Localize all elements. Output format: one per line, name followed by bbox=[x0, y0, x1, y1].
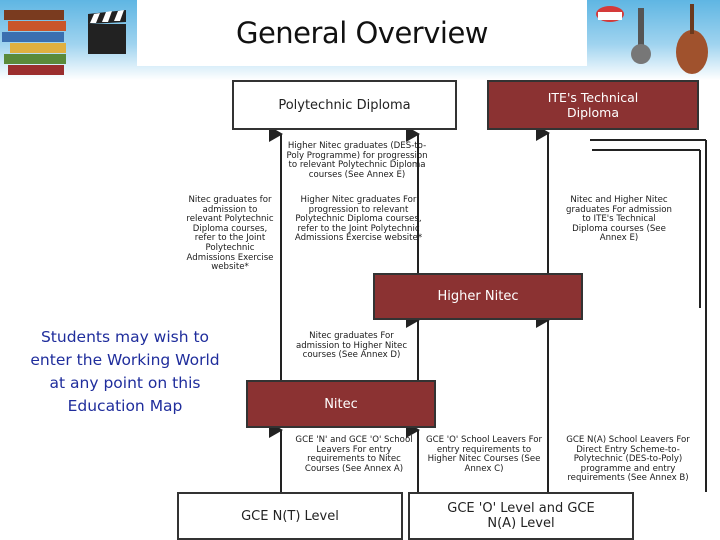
note-to-ite-diploma: Nitec and Higher Nitec graduates For admission to ITE's Technical Diploma courses (See Annex E) bbox=[566, 195, 672, 244]
working-world-note: Students may wish to enter the Working World at any point on this Education Map bbox=[30, 328, 220, 415]
nitec-box: Nitec bbox=[246, 380, 436, 428]
page-title: General Overview bbox=[235, 16, 489, 50]
gce-o-na-level-box: GCE 'O' Level and GCE N(A) Level bbox=[408, 492, 634, 540]
note-o-to-higher-nitec: GCE 'O' School Leavers For entry requirements to Higher Nitec Courses (See Annex C) bbox=[425, 435, 543, 474]
note-nitec-to-higher-nitec: Nitec graduates For admission to Higher Nitec courses (See Annex D) bbox=[295, 331, 408, 361]
ite-technical-diploma-box: ITE's Technical Diploma bbox=[487, 80, 699, 130]
higher-nitec-box: Higher Nitec bbox=[373, 273, 583, 320]
note-nitec-to-poly: Nitec graduates for admission to relevant Polytechnic Diploma courses, refer to the Joint Polytechnic Admissions Exercise website* bbox=[186, 195, 274, 273]
gce-nt-level-box: GCE N(T) Level bbox=[177, 492, 403, 540]
polytechnic-diploma-box: Polytechnic Diploma bbox=[232, 80, 457, 130]
note-higher-nitec-des-to-poly: Higher Nitec graduates (DES-to-Poly Programme) for progression to relevant Polytechnic Diploma courses (See Annex E) bbox=[286, 141, 428, 180]
note-gce-to-nitec: GCE 'N' and GCE 'O' School Leavers For entry requirements to Nitec Courses (See Annex A) bbox=[295, 435, 413, 474]
note-na-to-poly: GCE N(A) School Leavers For Direct Entry Scheme-to-Polytechnic (DES-to-Poly) programme and entry requirements (See Annex B) bbox=[566, 435, 690, 484]
note-higher-nitec-to-poly: Higher Nitec graduates For progression to relevant Polytechnic Diploma courses, refer to the Joint Polytechnic Admissions Exercise website* bbox=[294, 195, 423, 244]
